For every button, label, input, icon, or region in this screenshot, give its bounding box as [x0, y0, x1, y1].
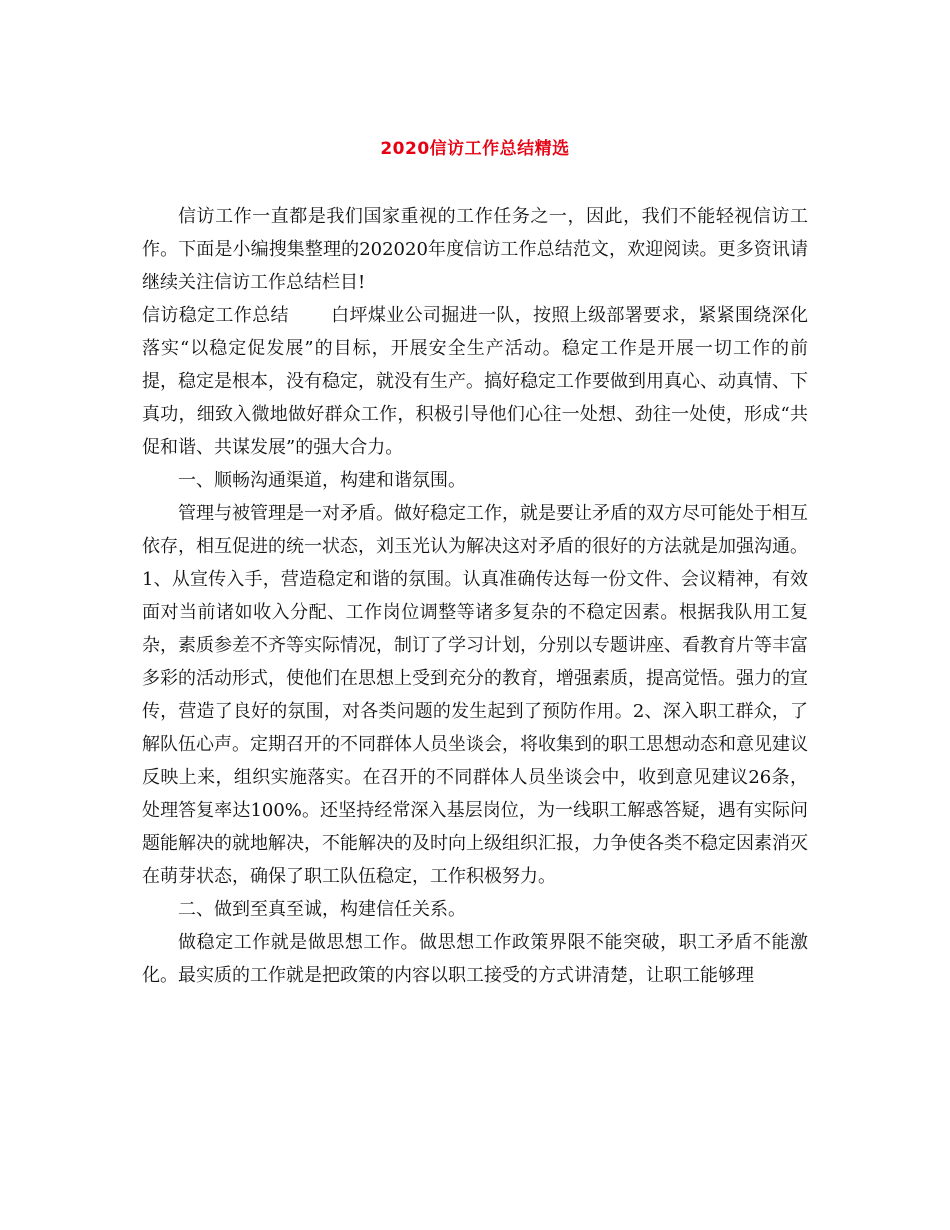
section-heading-2: 二、做到至真至诚，构建信任关系。: [178, 899, 466, 920]
document-body: [142, 200, 808, 992]
subtitle-paragraph: [142, 299, 808, 464]
paragraph-text: 白坪煤业公司掘进一队，按照上级部署要求，紧紧围绕深化落实“以稳定促发展”的目标，开展安全生产活动。稳定工作是开展一切工作的前提，稳定是根本，没有稳定，就没有生产。搞好稳定工作要做到用真心、动真情、下真功，细致入微地做好群众工作，积极引导他们心往一处想、劲往一处使，形成“共促和谐、共谋发展”的强大合力。: [142, 305, 809, 458]
body-paragraph-3: 做稳定工作就是做思想工作。做思想工作政策界限不能突破，职工矛盾不能激化。最实质的工作就是把政策的内容以职工接受的方式讲清楚，让职工能够理: [142, 932, 808, 986]
section-subtitle: 信访稳定工作总结: [142, 305, 289, 326]
body-paragraph-2: 管理与被管理是一对矛盾。做好稳定工作，就是要让矛盾的双方尽可能处于相互依存，相互促进的统一状态，刘玉光认为解决这对矛盾的很好的方法就是加强沟通。1、从宣传入手，营造稳定和谐的氛围。认真准确传达每一份文件、会议精神，有效面对当前诸如收入分配、工作岗位调整等诸多复杂的不稳定因素。根据我队用工复杂，素质参差不齐等实际情况，制订了学习计划，分别以专题讲座、看教育片等丰富多彩的活动形式，使他们在思想上受到充分的教育，增强素质，提高觉悟。强力的宣传，营造了良好的氛围，对各类问题的发生起到了预防作用。2、深入职工群众，了解队伍心声。定期召开的不同群体人员坐谈会，将收集到的职工思想动态和意见建议反映上来，组织实施落实。在召开的不同群体人员坐谈会中，收到意见建议26条，处理答复率达100%。还坚持经常深入基层岗位，为一线职工解惑答疑，遇有实际问题能解决的就地解决，不能解决的及时向上级组织汇报，力争使各类不稳定因素消灭在萌芽状态，确保了职工队伍稳定，工作积极努力。: [142, 503, 808, 887]
document-title: 2020信访工作总结精选: [380, 139, 570, 159]
section-heading-1: 一、顺畅沟通渠道，构建和谐氛围。: [178, 470, 466, 491]
intro-paragraph: 信访工作一直都是我们国家重视的工作任务之一，因此，我们不能轻视信访工作。下面是小编搜集整理的202020年度信访工作总结范文，欢迎阅读。更多资讯请继续关注信访工作总结栏目!: [142, 206, 808, 293]
